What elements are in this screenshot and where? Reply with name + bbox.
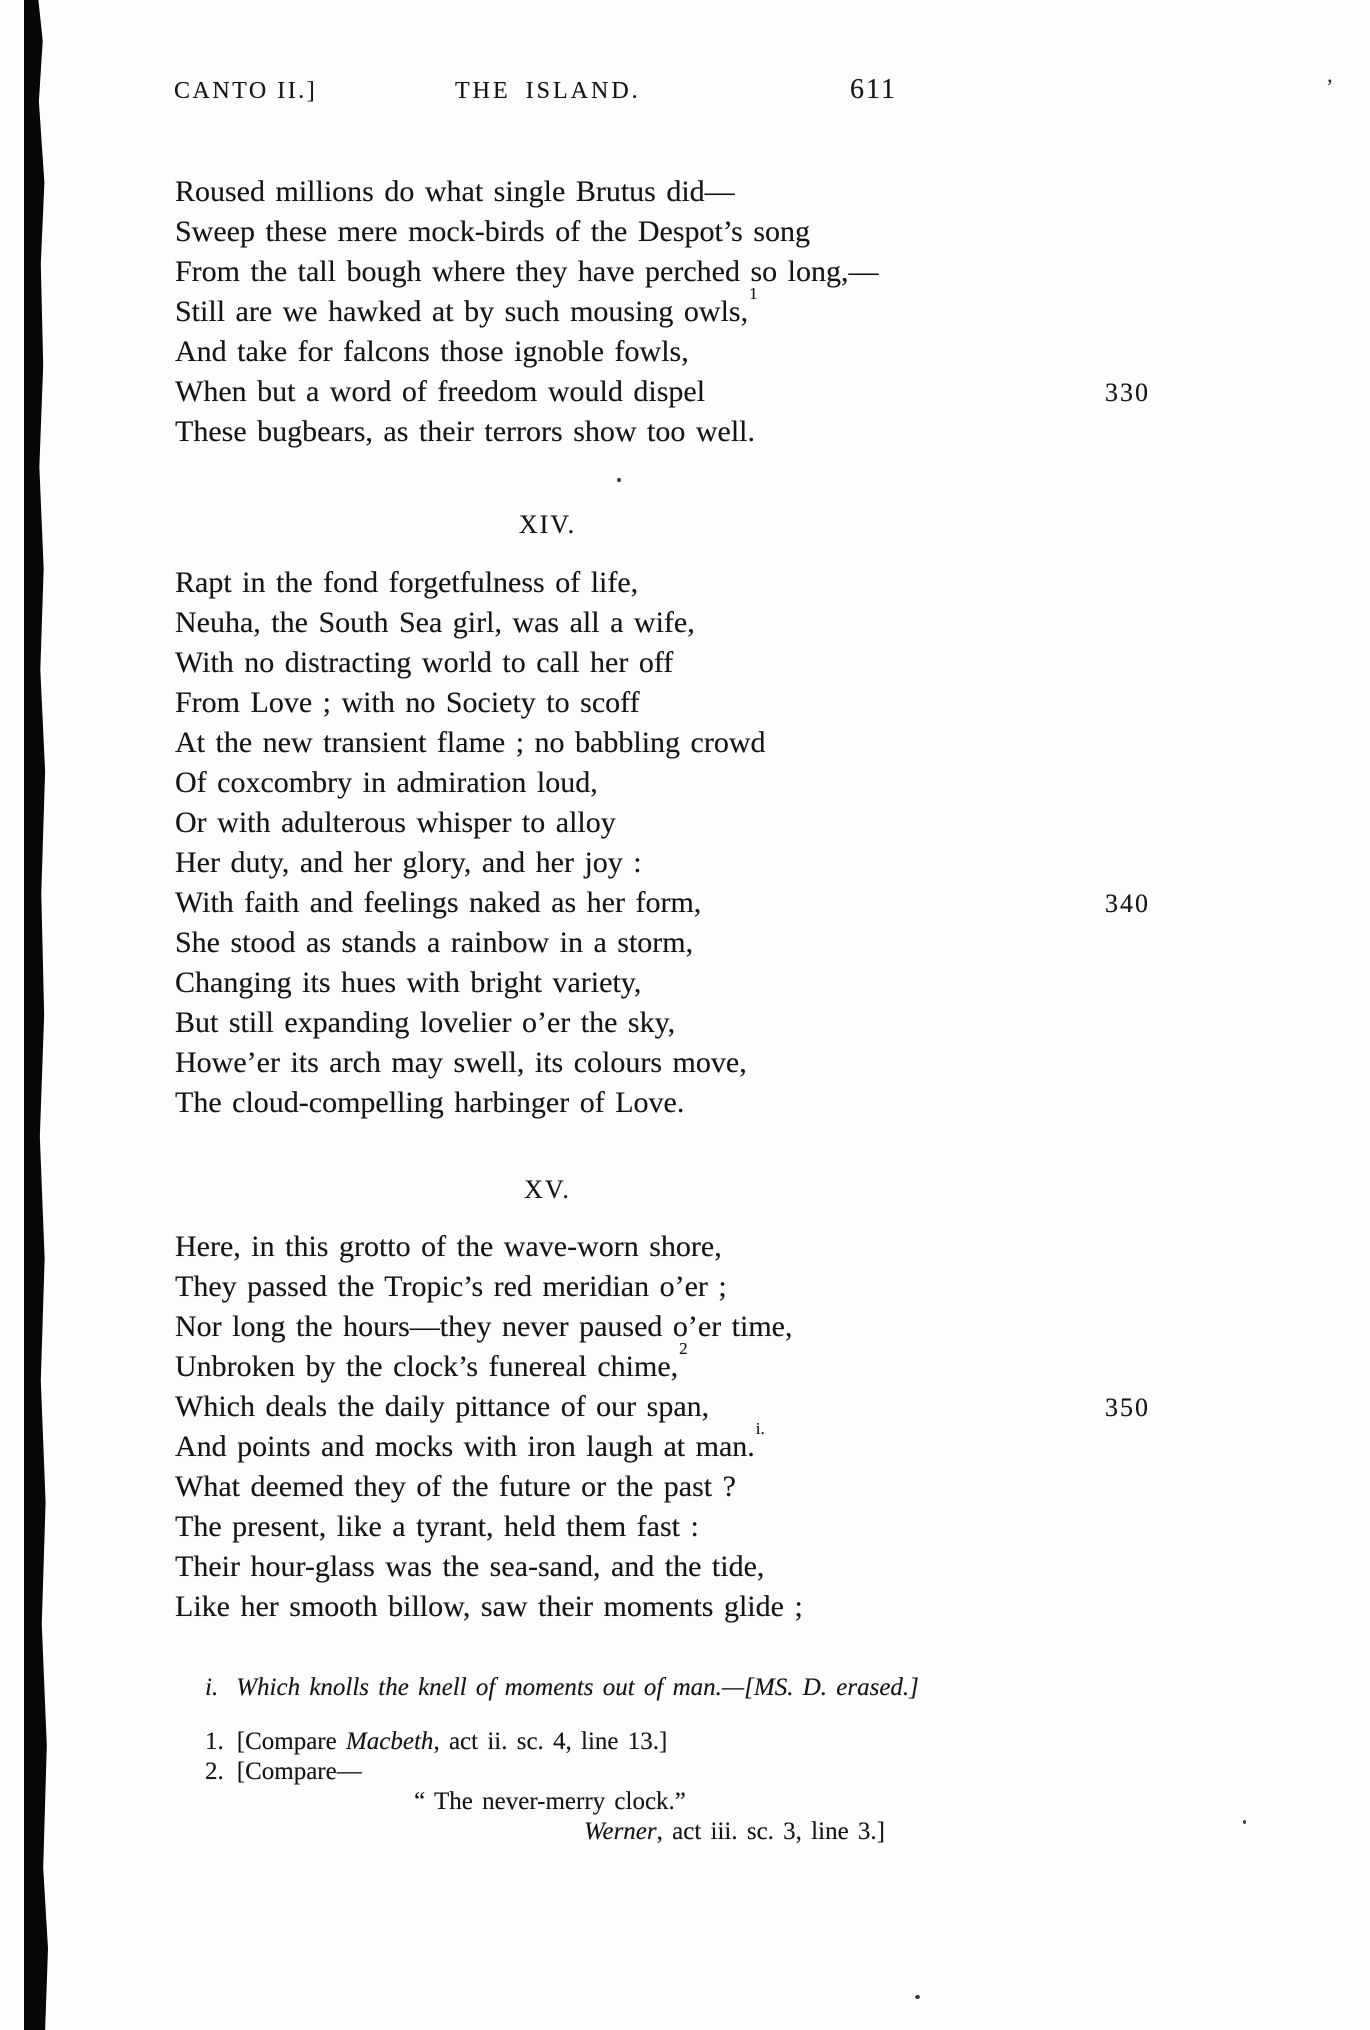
work-title: Werner [583,1818,657,1845]
footnote-label: 1. [205,1728,224,1755]
poem-line: Sweep these mere mock-birds of the Despot’s song [175,215,811,248]
poem-line: Unbroken by the clock’s funereal chime,$^2$ [175,1339,688,1383]
poem-line: Still are we hawked at by such mousing owls,$^1$ [175,284,758,328]
poem-line: These bugbears, as their terrors show too well. [175,415,756,448]
variant-ref: i. [755,1419,765,1438]
stanza-xiv [175,563,1150,1123]
poem-line: Here, in this grotto of the wave-worn shore, [175,1230,722,1263]
footnote-quote-source: Werner, act iii. sc. 3, line 3.] [583,1818,885,1845]
footnote-ref: 2 [679,1339,688,1358]
poem [175,172,1150,1847]
poem-line: Rapt in the fond forgetfulness of life, [175,566,639,599]
poem-line: Howe’er its arch may swell, its colours move, [175,1046,747,1079]
poem-line: At the new transient flame ; no babbling crowd [175,726,766,759]
scan-speck [1243,1820,1246,1824]
stanza-heading-xiv: XIV. [518,510,577,539]
poem-line: Neuha, the South Sea girl, was all a wife, [175,606,695,639]
poem-line: With faith and feelings naked as her form, 340 [175,883,920,923]
scan-speck [617,478,621,482]
footnotes [175,1673,920,1847]
footnote-label: i. [205,1674,219,1701]
footnote-quote: “ The never-merry clock.” [414,1788,686,1815]
poem-line: Their hour-glass was the sea-sand, and the tide, [175,1550,765,1583]
poem-line: The cloud-compelling harbinger of Love. [175,1086,685,1119]
scan-mark: ’ [1326,74,1334,99]
footnote-2: 2. [Compare— [205,1758,362,1785]
poem-line: But still expanding lovelier o’er the sky, [175,1006,676,1039]
poem-line: From the tall bough where they have perched so long,— [175,255,879,288]
binding-shadow [24,0,48,2030]
footnote-ref: 1 [749,284,758,303]
poem-line: Changing its hues with bright variety, [175,966,642,999]
poem-line: What deemed they of the future or the past ? [175,1470,736,1503]
stanza-xv [175,1227,1150,1627]
poem-line: Her duty, and her glory, and her joy : [175,846,642,879]
poem-line: Or with adulterous whisper to alloy [175,806,616,839]
scan-speck [915,1995,920,1999]
poem-line: The present, like a tyrant, held them fast : [175,1510,699,1543]
poem-line: She stood as stands a rainbow in a storm, [175,926,694,959]
poem-line: And points and mocks with iron laugh at man.$^{i.}$ [175,1419,765,1463]
line-number: 350 [1105,1393,1150,1422]
line-number: 330 [1105,378,1150,407]
poem-line: Roused millions do what single Brutus did— [175,175,735,208]
footnote-1: 1. [Compare Macbeth, act ii. sc. 4, line 13.] [205,1728,668,1755]
poem-line: They passed the Tropic’s red meridian o’er ; [175,1270,727,1303]
poem-line: Of coxcombry in admiration loud, [175,766,598,799]
stanza-heading-xv: XV. [524,1175,571,1204]
poem-line: Which deals the daily pittance of our span, 350 [175,1387,920,1427]
footnote-variant [205,1673,920,1703]
work-title: Macbeth [345,1728,434,1755]
poem-line: Nor long the hours—they never paused o’er time, [175,1310,793,1343]
poem-line: From Love ; with no Society to scoff [175,686,640,719]
poem-line: Like her smooth billow, saw their moments glide ; [175,1590,803,1623]
footnote-text: Which knolls the knell of moments out of man.—[MS. D. erased.] [236,1674,919,1701]
line-number: 340 [1105,889,1150,918]
header-page-number: 611 [850,74,897,105]
poem-line: And take for falcons those ignoble fowls, [175,335,689,368]
poem-line: With no distracting world to call her off [175,646,674,679]
stanza-xiii-continuation [175,172,1150,452]
poem-line: When but a word of freedom would dispel 330 [175,372,920,412]
footnote-label: 2. [205,1758,224,1785]
header-title: THE ISLAND. [455,78,641,104]
header-canto: CANTO II.] [174,78,318,104]
